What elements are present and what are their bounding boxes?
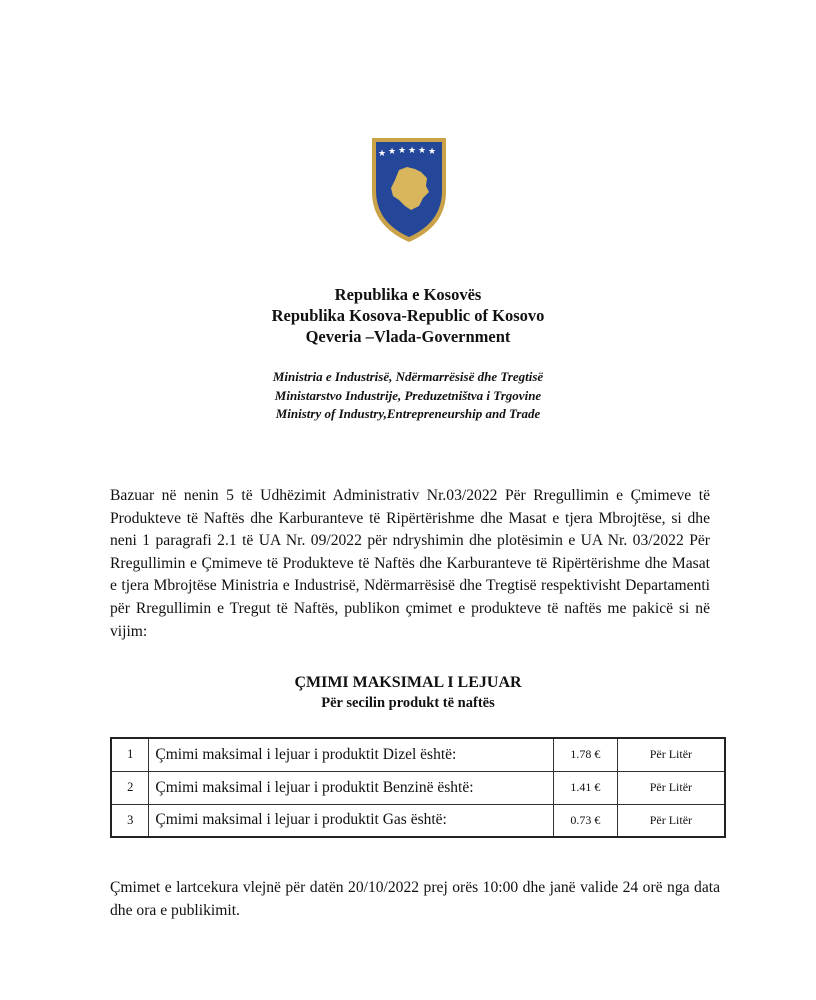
- table-row: [111, 771, 725, 804]
- ministry-header: [0, 368, 816, 424]
- row-number: 3: [111, 804, 149, 837]
- section-heading: [0, 672, 816, 713]
- ministry-name-sr: Ministarstvo Industrije, Preduzetništva i Trgovine: [274, 387, 542, 403]
- country-name-sq: Republika e Kosovës: [334, 285, 482, 304]
- row-price: 1.41 €: [553, 771, 617, 804]
- svg-text:★: ★: [407, 146, 417, 156]
- svg-text:★: ★: [417, 146, 427, 156]
- country-name-sr-en: Republika Kosova-Republic of Kosovo: [271, 306, 545, 325]
- svg-text:★: ★: [387, 147, 397, 157]
- table-row: [111, 738, 725, 771]
- row-number: 2: [111, 771, 149, 804]
- price-table: [110, 737, 726, 838]
- closing-paragraph: Çmimet e lartcekura vlejnë për datën 20/10/2022 prej orës 10:00 dhe janë valide 24 orë nga data dhe ora e publikimit.: [110, 879, 720, 919]
- section-title: ÇMIMI MAKSIMAL I LEJUAR: [294, 674, 522, 691]
- row-description: Çmimi maksimal i lejuar i produktit Dizel është:: [149, 738, 554, 771]
- government-header: [0, 284, 816, 347]
- intro-paragraph: Bazuar në nenin 5 të Udhëzimit Administrativ Nr.03/2022 Për Rregullimin e Çmimeve të Produkteve të Naftës dhe Karburanteve të Ripërtërishme dhe Masat e tjera Mbrojtëse, si dhe neni 1 paragrafi 2.1 të UA Nr. 09/2022 për ndryshimin dhe plotësimin e UA Nr. 03/2022 Për Rregullimin e Çmimeve të Produkteve të Naftës dhe Karburanteve të Ripërtërishme dhe Masat e tjera Mbrojtëse Ministria e Industrisë, Ndërmarrësisë dhe Tregtisë respektivisht Departamenti për Rregullimin e Tregut të Naftës, publikon çmimet e produkteve të naftës me pakicë si në vijim:: [110, 487, 710, 640]
- ministry-name-en: Ministry of Industry,Entrepreneurship and Trade: [275, 406, 541, 421]
- section-subtitle: Për secilin produkt të naftës: [321, 695, 495, 711]
- row-unit: Për Litër: [617, 738, 725, 771]
- row-price: 0.73 €: [553, 804, 617, 837]
- row-unit: Për Litër: [617, 771, 725, 804]
- row-unit: Për Litër: [617, 804, 725, 837]
- svg-text:★: ★: [397, 146, 407, 156]
- svg-text:★: ★: [377, 149, 387, 159]
- row-price: 1.78 €: [553, 738, 617, 771]
- row-description: Çmimi maksimal i lejuar i produktit Gas është:: [149, 804, 554, 837]
- row-description: Çmimi maksimal i lejuar i produktit Benzinë është:: [149, 771, 554, 804]
- government-name: Qeveria –Vlada-Government: [305, 327, 511, 346]
- ministry-name-sq: Ministria e Industrisë, Ndërmarrësisë dhe Tregtisë: [272, 369, 544, 384]
- kosovo-coat-of-arms-icon: [369, 134, 449, 244]
- row-number: 1: [111, 738, 149, 771]
- table-row: [111, 804, 725, 837]
- svg-text:★: ★: [427, 147, 437, 157]
